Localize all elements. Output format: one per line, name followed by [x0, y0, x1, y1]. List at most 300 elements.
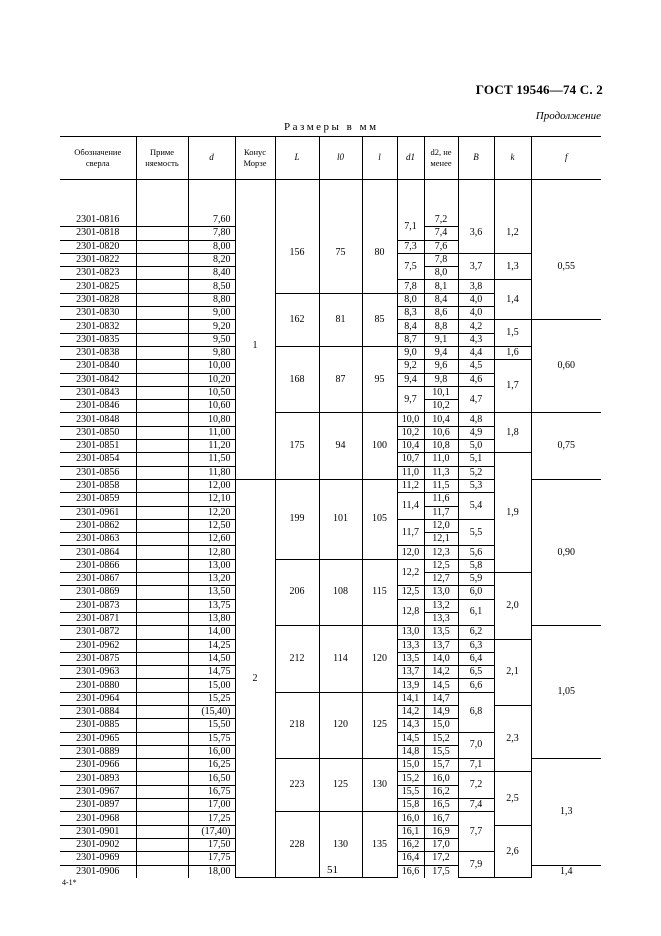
cell-d1: 7,3: [397, 240, 424, 253]
cell-l: 125: [362, 692, 397, 758]
cell-d2: 11,0: [424, 453, 458, 466]
cell-l0: 87: [319, 346, 362, 412]
cell-b: 5,9: [458, 573, 494, 586]
cell-l: 120: [362, 626, 397, 692]
cell-applicability: [136, 493, 188, 506]
cell-d2: 12,5: [424, 559, 458, 572]
cell-designation: 2301-0967: [60, 785, 136, 798]
col-d: d: [188, 137, 235, 180]
cell-d2: 14,5: [424, 679, 458, 692]
cell-d1: 16,2: [397, 838, 424, 851]
cell-diameter: 9,00: [188, 307, 235, 320]
cell-l: 105: [362, 479, 397, 559]
table-body: [60, 180, 601, 878]
cell-d2: 14,9: [424, 705, 458, 718]
cell-d1: 7,8: [397, 280, 424, 293]
cell-d2: 9,6: [424, 360, 458, 373]
cell-applicability: [136, 267, 188, 280]
cell-designation: 2301-0880: [60, 679, 136, 692]
cell-applicability: [136, 479, 188, 492]
cell-applicability: [136, 546, 188, 559]
cell-d1: 13,3: [397, 639, 424, 652]
cell-d1: 11,2: [397, 479, 424, 492]
cell-b: 5,5: [458, 519, 494, 546]
cell-b: 4,5: [458, 360, 494, 373]
cell-l0: 81: [319, 293, 362, 346]
cell-d2: 11,3: [424, 466, 458, 479]
cell-designation: 2301-0969: [60, 852, 136, 865]
cell-d2: 13,7: [424, 639, 458, 652]
cell-designation: 2301-0820: [60, 240, 136, 253]
cell-designation: 2301-0863: [60, 533, 136, 546]
continuation-label: Продолжение: [535, 110, 601, 122]
cell-k: 2,5: [494, 772, 531, 825]
cell-applicability: [136, 626, 188, 639]
table-row: [60, 346, 601, 359]
cell-l: 223: [275, 759, 319, 812]
cell-diameter: 10,60: [188, 400, 235, 413]
cell-d1: 11,4: [397, 493, 424, 520]
cell-k: 1,9: [494, 453, 531, 573]
cell-d2: 12,0: [424, 519, 458, 532]
cell-designation: 2301-0889: [60, 745, 136, 758]
cell-applicability: [136, 426, 188, 439]
cell-b: 4,9: [458, 426, 494, 439]
cell-designation: 2301-0964: [60, 692, 136, 705]
footer-mark: 4-1*: [62, 878, 77, 887]
cell-l: 95: [362, 346, 397, 412]
cell-designation: 2301-0830: [60, 307, 136, 320]
cell-b: 5,2: [458, 466, 494, 479]
cell-d2: 10,2: [424, 400, 458, 413]
cell-d2: 16,2: [424, 785, 458, 798]
cell-applicability: [136, 652, 188, 665]
cell-l: 206: [275, 559, 319, 625]
cell-b: 4,3: [458, 333, 494, 346]
cell-cone: 2: [235, 479, 275, 877]
cell-d1: 16,0: [397, 812, 424, 825]
cell-l0: 108: [319, 559, 362, 625]
cell-designation: 2301-0873: [60, 599, 136, 612]
cell-designation: 2301-0871: [60, 612, 136, 625]
cell-diameter: 7,80: [188, 227, 235, 240]
col-f: f: [531, 137, 601, 180]
cell-applicability: [136, 573, 188, 586]
cell-designation: 2301-0901: [60, 825, 136, 838]
cell-d2: 13,3: [424, 612, 458, 625]
cell-diameter: 17,75: [188, 852, 235, 865]
cell-b: 5,3: [458, 479, 494, 492]
cell-designation: 2301-0961: [60, 506, 136, 519]
dimensions-table: [60, 136, 601, 878]
cell-b: 5,8: [458, 559, 494, 572]
cell-d1: 12,2: [397, 559, 424, 586]
cell-applicability: [136, 346, 188, 359]
col-designation: Обозначение сверла: [60, 137, 136, 180]
table-spacer-row: [60, 180, 601, 215]
cell-k: 1,2: [494, 214, 531, 253]
cell-diameter: 17,50: [188, 838, 235, 851]
cell-d2: 8,8: [424, 320, 458, 333]
table-row: [60, 214, 601, 227]
cell-l: 80: [362, 214, 397, 293]
cell-applicability: [136, 586, 188, 599]
cell-designation: 2301-0828: [60, 293, 136, 306]
cell-d2: 17,2: [424, 852, 458, 865]
cell-d2: 8,1: [424, 280, 458, 293]
cell-designation: 2301-0854: [60, 453, 136, 466]
cell-designation: 2301-0872: [60, 626, 136, 639]
cell-b: 5,4: [458, 493, 494, 520]
cell-d2: 14,0: [424, 652, 458, 665]
cell-applicability: [136, 227, 188, 240]
cell-d2: 17,5: [424, 865, 458, 878]
cell-diameter: 11,80: [188, 466, 235, 479]
cell-designation: 2301-0835: [60, 333, 136, 346]
col-applicability: Приме няемость: [136, 137, 188, 180]
cell-diameter: 13,00: [188, 559, 235, 572]
cell-k: 2,0: [494, 573, 531, 639]
cell-f: 0,60: [531, 320, 601, 413]
cell-applicability: [136, 745, 188, 758]
col-d2: d2, не менее: [424, 137, 458, 180]
col-l0: l0: [319, 137, 362, 180]
cell-applicability: [136, 440, 188, 453]
cell-applicability: [136, 240, 188, 253]
cell-k: 1,7: [494, 360, 531, 413]
cell-b: 6,0: [458, 586, 494, 599]
cell-designation: 2301-0832: [60, 320, 136, 333]
cell-designation: 2301-0838: [60, 346, 136, 359]
cell-d2: 15,7: [424, 759, 458, 772]
cell-d1: 12,0: [397, 546, 424, 559]
cell-b: 6,3: [458, 639, 494, 652]
cell-d1: 9,0: [397, 346, 424, 359]
cell-d2: 11,7: [424, 506, 458, 519]
cell-l0: 125: [319, 759, 362, 812]
cell-k: 1,3: [494, 253, 531, 280]
col-k: k: [494, 137, 531, 180]
cell-b: 4,7: [458, 386, 494, 413]
cell-applicability: [136, 825, 188, 838]
cell-d2: 13,2: [424, 599, 458, 612]
cell-designation: 2301-0897: [60, 799, 136, 812]
cell-designation: 2301-0840: [60, 360, 136, 373]
cell-applicability: [136, 812, 188, 825]
cell-diameter: 13,50: [188, 586, 235, 599]
document-reference: ГОСТ 19546—74 С. 2: [475, 82, 603, 97]
cell-applicability: [136, 838, 188, 851]
cell-d1: 16,6: [397, 865, 424, 878]
cell-applicability: [136, 466, 188, 479]
cell-applicability: [136, 759, 188, 772]
cell-b: 7,2: [458, 772, 494, 799]
cell-applicability: [136, 719, 188, 732]
cell-designation: 2301-0962: [60, 639, 136, 652]
col-L: L: [275, 137, 319, 180]
cell-d1: 7,5: [397, 253, 424, 280]
cell-applicability: [136, 400, 188, 413]
cell-k: 2,1: [494, 639, 531, 705]
cell-diameter: 12,10: [188, 493, 235, 506]
cell-d2: 15,2: [424, 732, 458, 745]
cell-d1: 10,7: [397, 453, 424, 466]
cell-d1: 13,5: [397, 652, 424, 665]
cell-designation: 2301-0825: [60, 280, 136, 293]
cell-l: 212: [275, 626, 319, 692]
cell-d2: 8,0: [424, 267, 458, 280]
cell-d2: 13,0: [424, 586, 458, 599]
cell-k: 1,5: [494, 320, 531, 347]
cell-d1: 16,1: [397, 825, 424, 838]
cell-l0: 75: [319, 214, 362, 293]
cell-l0: 94: [319, 413, 362, 479]
cell-d2: 7,6: [424, 240, 458, 253]
cell-d2: 16,9: [424, 825, 458, 838]
cell-d2: 14,7: [424, 692, 458, 705]
cell-b: 3,6: [458, 214, 494, 253]
cell-applicability: [136, 453, 188, 466]
cell-b: 7,0: [458, 732, 494, 759]
cell-designation: 2301-0816: [60, 214, 136, 227]
cell-d2: 9,8: [424, 373, 458, 386]
cell-cone: 1: [235, 214, 275, 479]
cell-d1: 13,7: [397, 666, 424, 679]
cell-applicability: [136, 865, 188, 878]
cell-applicability: [136, 599, 188, 612]
cell-diameter: 10,00: [188, 360, 235, 373]
cell-d2: 7,2: [424, 214, 458, 227]
cell-designation: 2301-0866: [60, 559, 136, 572]
cell-d1: 15,8: [397, 799, 424, 812]
cell-designation: 2301-0893: [60, 772, 136, 785]
cell-diameter: 16,50: [188, 772, 235, 785]
cell-designation: 2301-0823: [60, 267, 136, 280]
cell-d2: 9,4: [424, 346, 458, 359]
cell-diameter: 12,00: [188, 479, 235, 492]
cell-d2: 12,3: [424, 546, 458, 559]
cell-diameter: 9,80: [188, 346, 235, 359]
cell-designation: 2301-0818: [60, 227, 136, 240]
cell-d1: 13,0: [397, 626, 424, 639]
cell-d1: 12,5: [397, 586, 424, 599]
cell-l: 135: [362, 812, 397, 878]
cell-d1: 16,4: [397, 852, 424, 865]
cell-d1: 8,3: [397, 307, 424, 320]
cell-l: 175: [275, 413, 319, 479]
cell-designation: 2301-0864: [60, 546, 136, 559]
cell-d1: 8,0: [397, 293, 424, 306]
cell-d1: 9,7: [397, 386, 424, 413]
cell-k: 1,8: [494, 413, 531, 453]
cell-l: 218: [275, 692, 319, 758]
cell-diameter: 16,25: [188, 759, 235, 772]
cell-diameter: 8,40: [188, 267, 235, 280]
cell-f: 1,3: [531, 759, 601, 865]
cell-diameter: 14,50: [188, 652, 235, 665]
cell-b: 3,8: [458, 280, 494, 293]
cell-diameter: (15,40): [188, 705, 235, 718]
cell-diameter: 8,00: [188, 240, 235, 253]
cell-k: 2,3: [494, 705, 531, 771]
cell-d2: 7,8: [424, 253, 458, 266]
cell-l: 168: [275, 346, 319, 412]
cell-d1: 14,1: [397, 692, 424, 705]
cell-d2: 10,6: [424, 426, 458, 439]
cell-applicability: [136, 705, 188, 718]
cell-diameter: 8,80: [188, 293, 235, 306]
cell-applicability: [136, 333, 188, 346]
cell-diameter: 13,20: [188, 573, 235, 586]
cell-f: 0,90: [531, 479, 601, 625]
cell-applicability: [136, 253, 188, 266]
col-d1: d1: [397, 137, 424, 180]
cell-diameter: 10,20: [188, 373, 235, 386]
cell-applicability: [136, 666, 188, 679]
cell-applicability: [136, 519, 188, 532]
cell-d1: 11,0: [397, 466, 424, 479]
cell-l: 228: [275, 812, 319, 878]
cell-l: 85: [362, 293, 397, 346]
cell-d1: 15,2: [397, 772, 424, 785]
cell-applicability: [136, 679, 188, 692]
cell-k: 1,6: [494, 346, 531, 359]
cell-d2: 13,5: [424, 626, 458, 639]
cell-applicability: [136, 386, 188, 399]
table-row: [60, 413, 601, 426]
cell-l: 156: [275, 214, 319, 293]
col-l: l: [362, 137, 397, 180]
cell-diameter: 10,80: [188, 413, 235, 426]
cell-f: 1,05: [531, 626, 601, 759]
cell-d1: 14,8: [397, 745, 424, 758]
cell-applicability: [136, 320, 188, 333]
cell-diameter: 15,25: [188, 692, 235, 705]
cell-f: 1,4: [531, 865, 601, 878]
cell-d2: 17,0: [424, 838, 458, 851]
cell-d1: 10,4: [397, 440, 424, 453]
cell-designation: 2301-0884: [60, 705, 136, 718]
col-B: B: [458, 137, 494, 180]
cell-applicability: [136, 612, 188, 625]
cell-b: 5,1: [458, 453, 494, 466]
cell-d2: 10,8: [424, 440, 458, 453]
cell-b: 4,0: [458, 293, 494, 306]
cell-d2: 16,5: [424, 799, 458, 812]
cell-k: 1,4: [494, 280, 531, 320]
cell-b: 6,5: [458, 666, 494, 679]
cell-diameter: 13,80: [188, 612, 235, 625]
cell-designation: 2301-0842: [60, 373, 136, 386]
cell-b: 6,1: [458, 599, 494, 626]
cell-l: 162: [275, 293, 319, 346]
cell-b: 6,4: [458, 652, 494, 665]
cell-designation: 2301-0875: [60, 652, 136, 665]
cell-diameter: 15,00: [188, 679, 235, 692]
cell-d1: 14,5: [397, 732, 424, 745]
cell-b: 3,7: [458, 253, 494, 280]
cell-diameter: 12,80: [188, 546, 235, 559]
cell-diameter: 14,00: [188, 626, 235, 639]
cell-l: 100: [362, 413, 397, 479]
cell-b: 4,2: [458, 320, 494, 333]
cell-d2: 8,4: [424, 293, 458, 306]
cell-applicability: [136, 293, 188, 306]
cell-b: 7,9: [458, 852, 494, 878]
cell-d2: 11,5: [424, 479, 458, 492]
cell-d2: 14,2: [424, 666, 458, 679]
cell-b: 4,6: [458, 373, 494, 386]
cell-designation: 2301-0850: [60, 426, 136, 439]
cell-b: 6,6: [458, 679, 494, 692]
cell-d1: 10,2: [397, 426, 424, 439]
cell-diameter: (17,40): [188, 825, 235, 838]
cell-l: 115: [362, 559, 397, 625]
cell-d2: 16,0: [424, 772, 458, 785]
table-title: Размеры в мм: [284, 121, 379, 133]
cell-applicability: [136, 214, 188, 227]
cell-diameter: 7,60: [188, 214, 235, 227]
cell-b: 6,8: [458, 692, 494, 732]
cell-d2: 10,1: [424, 386, 458, 399]
cell-applicability: [136, 533, 188, 546]
cell-d2: 12,1: [424, 533, 458, 546]
cell-b: 6,2: [458, 626, 494, 639]
cell-d2: 10,4: [424, 413, 458, 426]
cell-d1: 14,2: [397, 705, 424, 718]
cell-designation: 2301-0965: [60, 732, 136, 745]
cell-d1: 8,7: [397, 333, 424, 346]
cell-l: 199: [275, 479, 319, 559]
cell-diameter: 15,75: [188, 732, 235, 745]
cell-d1: 12,8: [397, 599, 424, 626]
cell-designation: 2301-0906: [76, 865, 120, 877]
cell-diameter: 16,00: [188, 745, 235, 758]
cell-b: 4,0: [458, 307, 494, 320]
cell-diameter: 8,20: [188, 253, 235, 266]
cell-b: 5,0: [458, 440, 494, 453]
cell-applicability: [136, 307, 188, 320]
cell-d2: 7,4: [424, 227, 458, 240]
cell-diameter: 12,20: [188, 506, 235, 519]
cell-designation: 2301-0966: [60, 759, 136, 772]
cell-diameter: 11,20: [188, 440, 235, 453]
cell-f: 0,75: [531, 413, 601, 479]
cell-applicability: [136, 373, 188, 386]
cell-applicability: [136, 692, 188, 705]
cell-d1: 10,0: [397, 413, 424, 426]
cell-designation: 2301-0843: [60, 386, 136, 399]
cell-l0: 130: [319, 812, 362, 878]
cell-l0: 114: [319, 626, 362, 692]
cell-applicability: [136, 413, 188, 426]
cell-l0: 101: [319, 479, 362, 559]
cell-designation: 2301-0822: [60, 253, 136, 266]
cell-diameter: 13,75: [188, 599, 235, 612]
cell-b: 4,8: [458, 413, 494, 426]
cell-designation: 2301-0885: [60, 719, 136, 732]
cell-d1: 9,4: [397, 373, 424, 386]
cell-diameter: 12,60: [188, 533, 235, 546]
cell-d2: 12,7: [424, 573, 458, 586]
cell-applicability: [136, 852, 188, 865]
cell-designation: 2301-0867: [60, 573, 136, 586]
cell-designation: 2301-0902: [60, 838, 136, 851]
cell-d1: 8,4: [397, 320, 424, 333]
cell-d1: 7,1: [397, 214, 424, 240]
cell-d2: 15,0: [424, 719, 458, 732]
cell-applicability: [136, 799, 188, 812]
